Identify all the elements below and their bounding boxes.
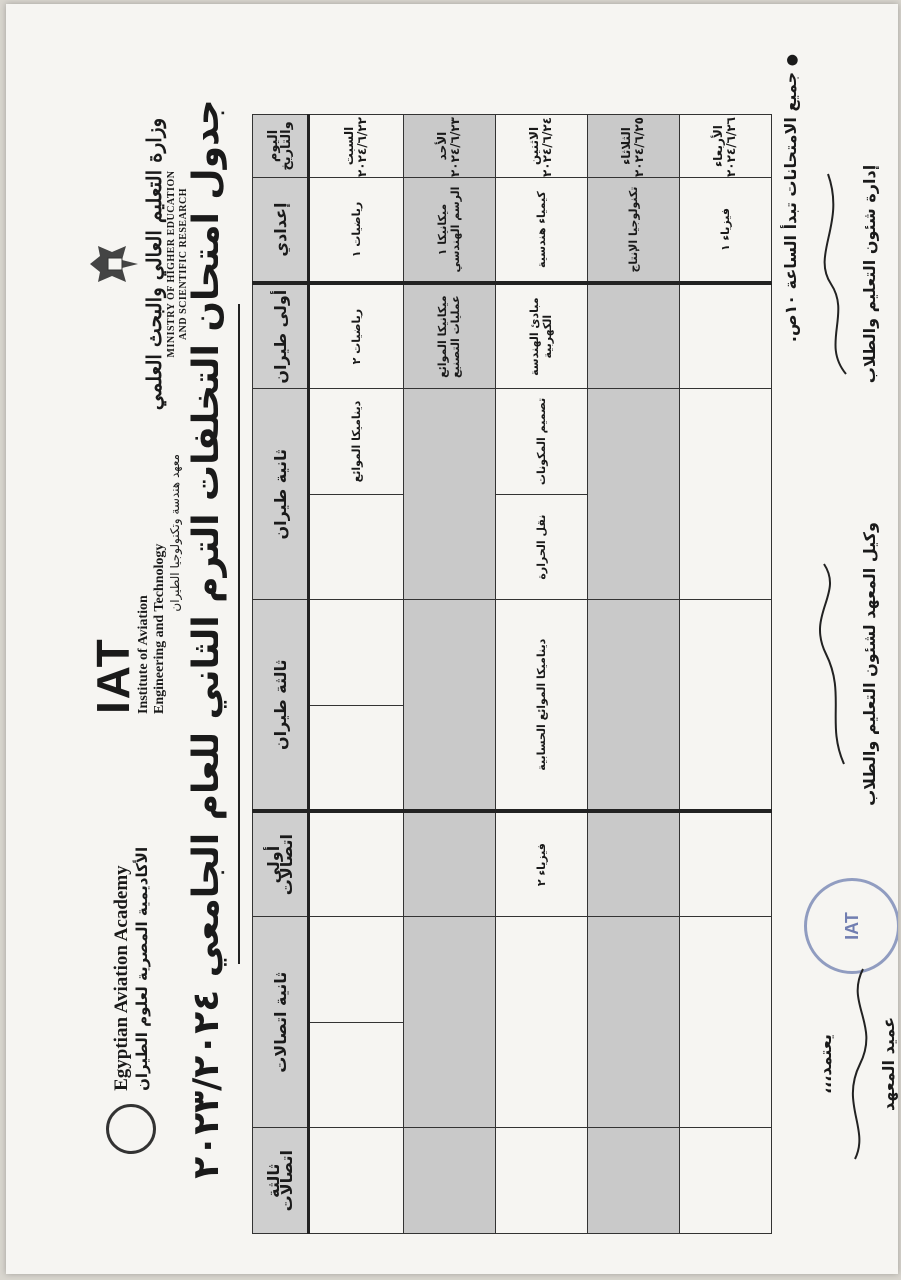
page-title: جدول امتحان التخلفات الترم الثاني للعام الجامعي ٢٠٢٣/٢٠٢٤ <box>186 99 227 1179</box>
table-row <box>309 115 404 1234</box>
cell-aero3a <box>309 600 404 706</box>
cell-prep-2: الرسم الهندسي <box>449 186 463 273</box>
cell-aero2 <box>587 389 679 600</box>
day-cell <box>309 115 404 178</box>
cell-aero1 <box>587 283 679 389</box>
academy-name-ar: الأكاديمية المصرية لعلوم الطيران <box>133 846 151 1091</box>
table-row <box>495 115 587 1234</box>
table-row <box>587 115 679 1234</box>
cell-aero1: رياضيات ٢ <box>309 283 404 389</box>
rotated-content <box>6 4 898 1274</box>
signature-label: إدارة شئون التعليم والطلاب <box>860 164 879 384</box>
header-aero3: ثالثة طيران <box>253 600 309 811</box>
header-day: اليوم والتاريخ <box>253 115 309 178</box>
cell-ee2a <box>309 917 404 1023</box>
exam-time-note <box>781 54 800 374</box>
cell-ee2b <box>309 1022 404 1128</box>
cell-aero2b <box>309 494 404 600</box>
signature-label: عميد المعهد <box>879 1016 898 1112</box>
signature-dean <box>816 914 898 1214</box>
bullet-icon: ● <box>784 54 800 67</box>
day-date: ٢٠٢٤/٦/٢٤ <box>540 117 555 178</box>
institute-logo: IAT <box>87 637 139 714</box>
cell-aero2b: نقل الحرارة <box>495 494 587 600</box>
header-ee2: ثانية اتصالات <box>253 917 309 1128</box>
ministry-name-en-1: MINISTRY OF HIGHER EDUCATION <box>166 170 177 358</box>
header-ee3: ثالثة اتصالات <box>253 1128 309 1234</box>
header <box>86 74 189 1194</box>
cell-aero3: ديناميكا الموائع الحسابية <box>495 600 587 811</box>
cell-aero2a: ديناميكا الموائع <box>309 389 404 495</box>
header-ee1: أولى اتصالات <box>253 811 309 917</box>
cell-ee2 <box>587 917 679 1128</box>
day-date: ٢٠٢٤/٦/٢٢ <box>355 117 370 178</box>
day-name: الاثنين <box>527 126 542 166</box>
ministry-block <box>86 114 190 414</box>
document-page <box>6 4 898 1274</box>
header-prep: إعدادي <box>253 178 309 284</box>
cell-ee3 <box>495 1128 587 1234</box>
cell-aero3 <box>403 600 495 811</box>
cell-ee2 <box>403 917 495 1128</box>
academy-text <box>111 847 151 1091</box>
cell-prep: رياضيات ١ <box>309 178 404 284</box>
cell-aero2 <box>403 389 495 600</box>
cell-ee1 <box>587 811 679 917</box>
cell-ee3 <box>309 1128 404 1234</box>
table-row <box>403 115 495 1234</box>
cell-aero3 <box>679 600 771 811</box>
cell-prep-1: ميكانيكا ١ <box>436 203 450 256</box>
day-date: ٢٠٢٤/٦/٢٦ <box>724 117 739 178</box>
header-aero1: أولى طيران <box>253 283 309 389</box>
academy-badge-icon <box>106 1104 156 1154</box>
day-name: الأحد <box>435 131 450 161</box>
approval-label: يعتمد،،، <box>816 1034 835 1094</box>
signature-education-affairs <box>816 124 879 424</box>
handwritten-signature-icon <box>816 554 856 774</box>
academy-name-en: Egyptian Aviation Academy <box>111 865 132 1091</box>
cell-ee2 <box>495 917 587 1128</box>
signature-vice-dean <box>816 514 879 814</box>
exam-schedule-table <box>252 114 772 1234</box>
institute-name-en-2: Engineering and Technology <box>152 543 167 714</box>
handwritten-signature-icon <box>835 954 875 1174</box>
day-cell <box>495 115 587 178</box>
cell-aero3 <box>587 600 679 811</box>
cell-aero2 <box>679 389 771 600</box>
cell-ee1: فيزياء ٢ <box>495 811 587 917</box>
cell-ee1 <box>403 811 495 917</box>
cell-aero1-1: ميكانيكا الموائع <box>436 295 450 378</box>
cell-aero1: مبادئ الهندسة الكهربية <box>495 283 587 389</box>
day-date: ٢٠٢٤/٦/٢٥ <box>632 117 647 178</box>
cell-aero3b <box>309 705 404 811</box>
cell-ee2 <box>679 917 771 1128</box>
cell-ee3 <box>587 1128 679 1234</box>
exam-time-text: جميع الامتحانات تبدأ الساعة ١٠ص. <box>781 71 800 343</box>
institute-name-ar: معهد هندسة وتكنولوجيا الطيران <box>168 454 182 612</box>
table-row <box>679 115 771 1234</box>
table-header-row <box>253 115 309 1234</box>
eagle-emblem-icon <box>86 242 142 286</box>
institute-stamp: IAT <box>804 878 898 974</box>
cell-prep: كيمياء هندسية <box>495 178 587 284</box>
academy-block <box>106 824 156 1154</box>
day-date: ٢٠٢٤/٦/٢٣ <box>448 117 463 178</box>
ministry-name-en-2: AND SCIENTIFIC RESEARCH <box>178 187 189 341</box>
cell-aero1 <box>403 283 495 389</box>
cell-aero2a: تصميم المكونات <box>495 389 587 495</box>
cell-ee1 <box>309 811 404 917</box>
day-cell <box>403 115 495 178</box>
day-cell <box>587 115 679 178</box>
ministry-name-ar: وزارة التعليم العالي والبحث العلمي <box>142 117 166 411</box>
handwritten-signature-icon <box>816 164 856 384</box>
institute-name-en-1: Institute of Aviation <box>136 595 151 714</box>
cell-aero1 <box>679 283 771 389</box>
cell-prep <box>403 178 495 284</box>
cell-ee3 <box>403 1128 495 1234</box>
cell-ee3 <box>679 1128 771 1234</box>
institute-block <box>87 454 182 714</box>
cell-prep: فيزياء ١ <box>679 178 771 284</box>
day-name: السبت <box>342 126 357 166</box>
day-name: الأربعاء <box>711 125 726 167</box>
day-cell <box>679 115 771 178</box>
cell-aero1-2: عمليات التصنيع <box>449 295 463 378</box>
title-underline <box>238 304 240 964</box>
header-aero2: ثانية طيران <box>253 389 309 600</box>
cell-prep: تكنولوجيا الإنتاج <box>587 178 679 284</box>
day-name: الثلاثاء <box>619 127 634 165</box>
signature-label: وكيل المعهد لشئون التعليم والطلاب <box>860 522 879 806</box>
cell-ee1 <box>679 811 771 917</box>
